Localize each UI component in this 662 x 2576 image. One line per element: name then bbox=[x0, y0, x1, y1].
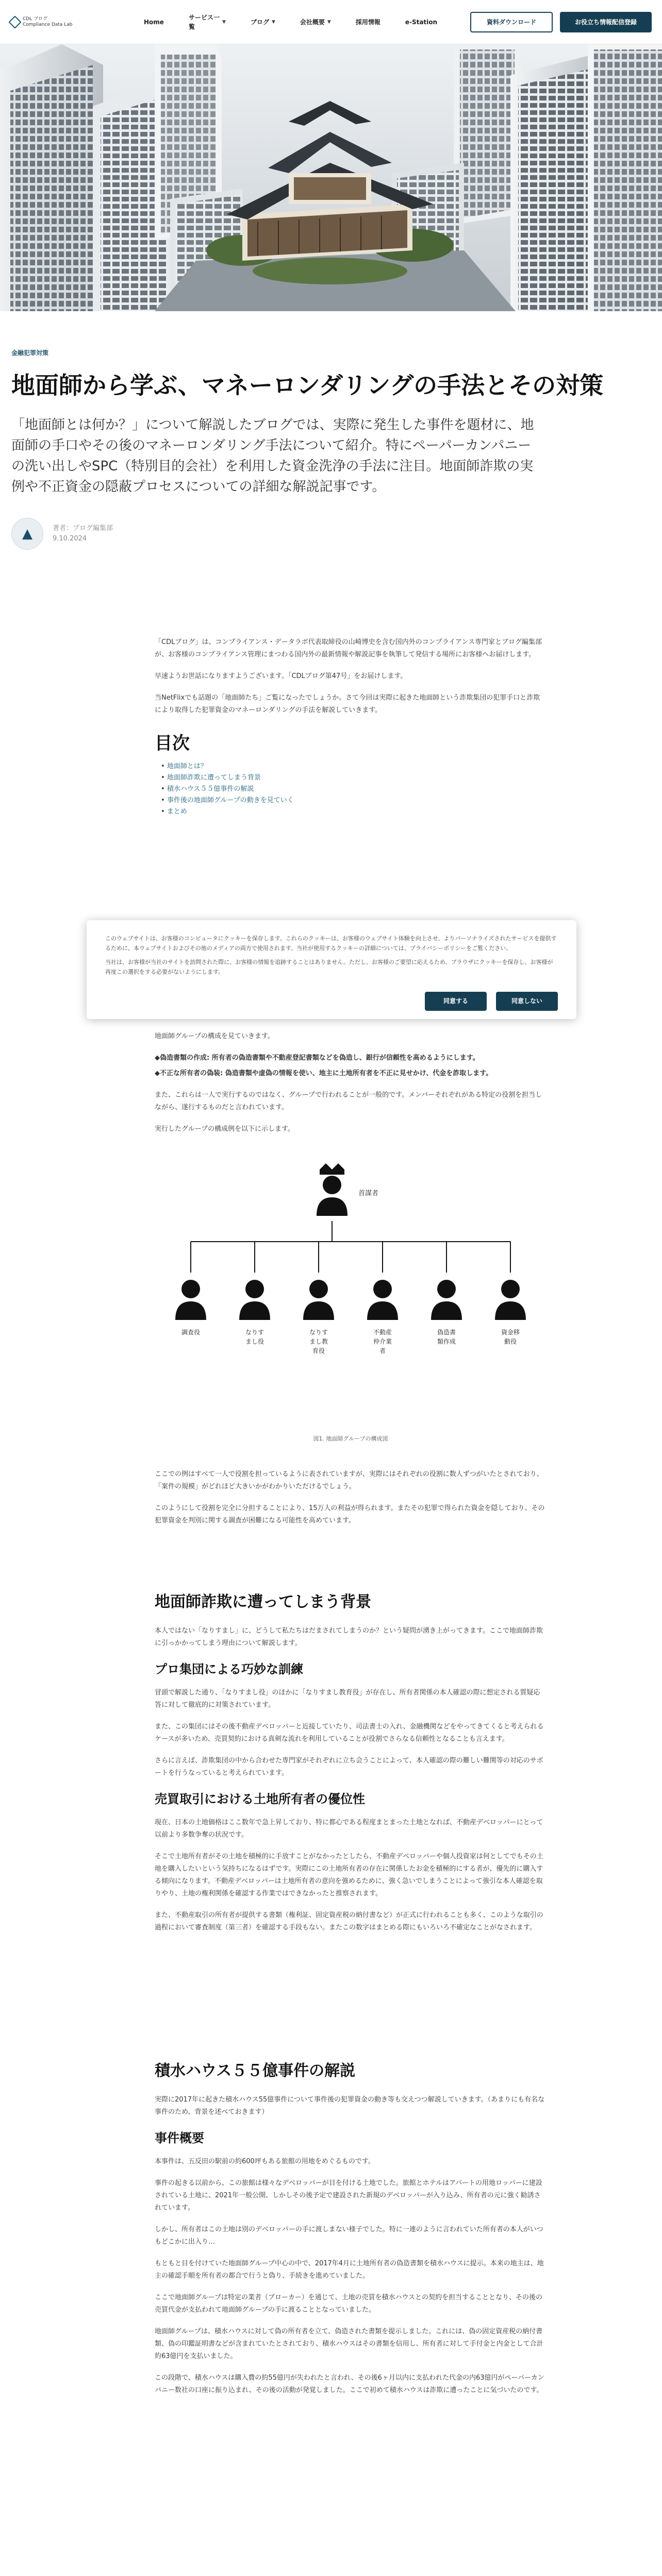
role-person-icon bbox=[367, 1242, 398, 1320]
body-paragraph: ◆偽造書類の作成: 所有者の偽造書類や不動産登記書類などを偽造し、銀行が信頼性を高めるようにします。 bbox=[155, 1054, 479, 1062]
body-paragraph: また、この集団にはその後不動産デベロッパーと近接していたり、司法書士の入れ、金融機関などをやってきてくると考えられるケースが多いため、売買契約における真剣な流れを利用していることが役割でさらなる信頼性となることも言えます。 bbox=[155, 1723, 544, 1743]
body-paragraph: 本事件は、五反田の駅前の約600坪もある旅館の用地をめぐるものです。 bbox=[155, 2158, 375, 2165]
body-paragraph: この段階で、積水ハウスは購入費の約55億円が失われたと言われ、その後6ヶ月以内に支払われた代金の内63億円がペーパーカンパニー数社の口座に振り込まれ、その後の活動が発覚しました。ここで初めて積水ハウスは詐欺に遭ったことに気づいたのです。 bbox=[155, 2374, 544, 2394]
article-lead: 「地面師とは何か？」について解説したブログでは、実際に発生した事件を題材に、地面師の手口やその後のマネーロンダリング手法について紹介。特にペーパーカンパニーの洗い出しやSPC（特別目的会社）を利用した資金洗浄の手法に注目。地面師詐欺の実例や不正資金の隠蔽プロセスについての詳細な解説記事です。 bbox=[11, 417, 534, 495]
nav-home-label: Home bbox=[144, 18, 164, 26]
nav-services-label: サービス一覧 bbox=[188, 13, 220, 30]
body-paragraph: 地面師グループは、積水ハウスに対して偽の所有者を立て、偽造された書類を提示しました。これには、偽の固定資産税の納付書類、偽の印鑑証明書などが含まれていたとされており、積水ハウスはその書類を信用し、所有者に対して手付金と内金として合計約63億円を支払いました。 bbox=[155, 2328, 543, 2360]
hero-illustration bbox=[0, 44, 662, 311]
chevron-down-icon: ▼ bbox=[271, 19, 275, 25]
cookie-consent-dialog bbox=[87, 920, 576, 1019]
page-title: 地面師から学ぶ、マネーロンダリングの手法とその対策 bbox=[11, 371, 604, 399]
group-structure-diagram bbox=[155, 1154, 547, 1448]
body-paragraph: 実行したグループの構成例を以下に示します。 bbox=[155, 1125, 294, 1133]
role-label: 資金移動役 bbox=[501, 1329, 520, 1345]
hero-image bbox=[0, 44, 662, 311]
body-paragraph: しかし、所有者はこの土地は別のデベロッパーの手に渡しまない様子でした。特に一連のように言われていた所有者の本人がいつもどこかに出入り… bbox=[155, 2226, 543, 2246]
section-background bbox=[155, 1592, 547, 1943]
author-meta bbox=[53, 523, 113, 544]
body-paragraph: 実際に2017年に起きた積水ハウス55億事件について事件後の犯罪資金の動き等も交えつつ解説していきます。（あまりにも有名な事件のため、背景を述べておきます） bbox=[155, 2096, 545, 2116]
role-label: 不動産仲介業者 bbox=[373, 1329, 392, 1354]
body-paragraph: 事件の起きる以前から、この旅館は様々なデベロッパーが目を付ける土地でした。旅館とホテルはアパートの用地ロッパーに建設されている土地に、2021年一般公開、しかしその後予定で建設された新規のデベロッパーが入り込み、所有者の元に強く勧誘されています。 bbox=[155, 2179, 542, 2212]
chevron-down-icon: ▼ bbox=[222, 19, 226, 25]
role-label: 調査役 bbox=[181, 1329, 201, 1336]
role-label: 偽造書類作成 bbox=[437, 1329, 456, 1345]
nav-blog-label: ブログ bbox=[250, 18, 269, 26]
nav-home[interactable] bbox=[131, 13, 176, 31]
nav-estation[interactable] bbox=[393, 13, 450, 31]
nav-services[interactable] bbox=[176, 13, 238, 31]
section-heading: 地面師詐欺に遭ってしまう背景 bbox=[155, 1593, 371, 1611]
body-paragraph: 現在、日本の土地価格はここ数年で急上昇しており、特に都心である程度まとまった土地となれば、不動産デベロッパーにとって以前より多数争奪の状況です。 bbox=[155, 1819, 543, 1839]
consent-text: このウェブサイトは、お客様のコンピュータにクッキーを保存します。これらのクッキーは、お客様のウェブサイト体験を向上させ、よりパーソナライズされたサービスを提供するために、本ウェブサイトおよびその他のメディアの両方で使用されます。当社が使用するクッキーの詳細については、プライバシーポリシーをご覧ください。 bbox=[105, 935, 557, 952]
body-paragraph: もともと目を付けていた地面師グループ中心の中で、2017年4月に土地所有者の偽造書類を積水ハウスに提示。本来の地主は、地主の確認手順を所有者の都合で行うと偽り、手続きを進めていました。 bbox=[155, 2260, 544, 2280]
toc-item[interactable]: • 積水ハウス５５億事件の解説 bbox=[161, 784, 547, 795]
toc-item[interactable]: • 地面師とは？ bbox=[161, 761, 547, 772]
logo-line1: CDL ブログ bbox=[23, 16, 48, 22]
article-body-roles-2 bbox=[155, 1468, 547, 1536]
author-name: 著者：ブログ編集部 bbox=[53, 524, 113, 532]
article-intro bbox=[155, 636, 547, 818]
logo-mark-icon bbox=[8, 15, 21, 28]
nav-company-label: 会社概要 bbox=[300, 18, 325, 26]
main-nav bbox=[131, 13, 470, 31]
role-label: なりすまし役 bbox=[245, 1329, 264, 1345]
body-paragraph: そこで土地所有者がその土地を積極的に手放すことがなかったとしたら、不動産デベロッパーや個人投資家は何としてでもその土地を購入したいという気持ちになるはずです。実際にこの土地所有者の存在に関係したお金を積極的にする者が、優先的に購入する傾向になります。不動産デベロッパーは土地所有者の意向を強めるために、強く急いでしまうことによって強引な本人確認を取りやり、土地の権利関係を確認する作業ではできなかったと推察されます。 bbox=[155, 1853, 543, 1897]
chevron-down-icon: ▼ bbox=[327, 19, 331, 25]
author-avatar-icon: ▲ bbox=[22, 526, 32, 541]
decline-cookies-button[interactable]: 同意しない bbox=[496, 992, 558, 1011]
boss-label: 首謀者 bbox=[358, 1190, 379, 1197]
nav-company[interactable] bbox=[288, 13, 343, 31]
body-paragraph: また、不動産取引の所有者が提供する書類（権利証、固定資産税の納付書など）が正式に行われることも多く、このような取引の過程において審査制度（第三者）を確認する手段もない。またこの数字はまとめる際にもいろいろ不確定なことがなされます。 bbox=[155, 1911, 543, 1931]
logo-line2: Compliance Data Lab bbox=[23, 22, 73, 27]
subsection-heading: プロ集団による巧妙な訓練 bbox=[155, 1662, 303, 1676]
subsection-heading: 事件概要 bbox=[155, 2131, 204, 2145]
toc-title: 目次 bbox=[155, 733, 190, 754]
accept-cookies-button[interactable]: 同意する bbox=[425, 992, 487, 1011]
intro-paragraph: 早速ようお世話になりますようございます。「CDLブログ第47号」をお届けします。 bbox=[155, 672, 407, 680]
consent-text: 当社は、お客様が当社のサイトを訪問された際に、お客様の情報を追跡することはありません。ただし、お客様のご要望に応えるため、ブラウザにクッキーを保存し、お客様が再度この選択をする必要がないようにします。 bbox=[105, 959, 553, 975]
intro-paragraph: 当NetFlixでも話題の「地面師たち」ご覧になったでしょうか。さて今回は実際に起きた地面師という詐欺集団の犯罪手口と詐欺により取得した犯罪資金のマネーロンダリングの手法を解説していきます。 bbox=[155, 694, 540, 714]
nav-blog[interactable] bbox=[238, 13, 288, 31]
role-person-icon bbox=[495, 1242, 526, 1320]
body-paragraph: さらに言えば、詐欺集団の中から合わせた専門家がそれぞれに立ち会うことによって、本人確認の際の難しい難関等の対応のサポートを行うなっていると考えられています。 bbox=[155, 1757, 543, 1777]
body-paragraph: また、これらは一人で実行するのではなく、グループで行われることが一般的です。メンバーそれぞれがある特定の役割を担当しながら、遂行するものだと言われています。 bbox=[155, 1091, 542, 1111]
section-heading: 積水ハウス５５億事件の解説 bbox=[155, 2062, 356, 2080]
site-logo[interactable] bbox=[10, 16, 121, 28]
body-paragraph: 地面師グループの構成を見ていきます。 bbox=[155, 1032, 274, 1040]
section-anomalies bbox=[155, 2566, 547, 2576]
site-header bbox=[0, 0, 662, 44]
toc-item[interactable]: • 地面師詐欺に遭ってしまう背景 bbox=[161, 772, 547, 784]
org-chart bbox=[155, 1154, 547, 1432]
diagram-caption: 図1. 地面師グループの構成図 bbox=[313, 1435, 388, 1442]
body-paragraph: ◆不正な所有者の偽装: 偽造書類や虚偽の情報を使い、地主に土地所有者を不正に見せかけ、代金を詐取します。 bbox=[155, 1070, 493, 1077]
body-paragraph: ここで地面師グループは特定の業者（ブローカー）を通じて、土地の売買を積水ハウスとの契約を担当することとなり、その後の売買代金が支払われて地面師グループの手に渡ることとなっていました。 bbox=[155, 2294, 543, 2314]
subsection-heading: 売買取引における土地所有者の優位性 bbox=[155, 1792, 365, 1806]
article-body-roles bbox=[155, 1030, 547, 1145]
boss-person-icon bbox=[317, 1163, 347, 1216]
logo-text bbox=[23, 16, 72, 28]
intro-paragraph: 「CDLブログ」は、コンプライアンス・データラボ代表取締役の山崎博史を含む国内外のコンプライアンス専門家とブログ編集部が、お客様のコンプライアンス管理にまつわる国内外の最新情報や解説記事を執筆して発信する場所にお客様へお届けします。 bbox=[155, 638, 542, 658]
download-button[interactable]: 資料ダウンロード bbox=[470, 12, 553, 32]
toc-item[interactable]: • 事件後の地面師グループの動きを見ていく bbox=[161, 795, 547, 806]
toc-list bbox=[155, 761, 547, 818]
table-of-contents bbox=[155, 733, 547, 818]
consent-buttons bbox=[425, 992, 558, 1011]
body-paragraph: ここでの例はすべて一人で役割を担っているように表されていますが、実際にはそれぞれの役割に数人ずつがいたとされており、「案件の規模」がどれほど大きいかがわかりいただけるでしょう。 bbox=[155, 1470, 543, 1490]
section-sekisui bbox=[155, 2061, 547, 2406]
nav-recruit[interactable] bbox=[343, 13, 393, 31]
body-paragraph: 冒頭で解説した通り、「なりすまし役」のほかに「なりすまし教育役」が存在し、所有者関係の本人確認の際に想定される質疑応答に対して徹底的に対策されています。 bbox=[155, 1689, 540, 1709]
nav-estation-label: e-Station bbox=[405, 18, 438, 26]
avatar bbox=[11, 518, 43, 550]
toc-item[interactable]: • まとめ bbox=[161, 806, 547, 818]
author-block bbox=[11, 518, 651, 550]
role-label: なりすまし教育役 bbox=[309, 1329, 328, 1354]
body-paragraph: 本人ではない「なりすまし」に、どうして私たちはだまされてしまうのか？という疑問が湧き上がってきます。ここで地面師詐欺に引っかかってしまう理由について解説します。 bbox=[155, 1627, 543, 1647]
article-category[interactable]: 金融犯罪対策 bbox=[11, 349, 49, 357]
nav-recruit-label: 採用情報 bbox=[355, 18, 380, 26]
role-person-icon bbox=[239, 1242, 270, 1320]
role-person-icon bbox=[431, 1242, 462, 1320]
article-header bbox=[11, 348, 651, 550]
role-person-icon bbox=[175, 1242, 206, 1320]
role-person-icon bbox=[303, 1242, 334, 1320]
publish-date: 9.10.2024 bbox=[53, 535, 87, 543]
newsletter-button[interactable]: お役立ち情報配信登録 bbox=[560, 12, 652, 32]
body-paragraph: このようにして役割を完全に分担することにより、15万人の利益が得られます。またその犯罪で得られた資金を隠しており、その犯罪資金を判別に関する調査が困難になる可能性を高めています。 bbox=[155, 1504, 545, 1524]
